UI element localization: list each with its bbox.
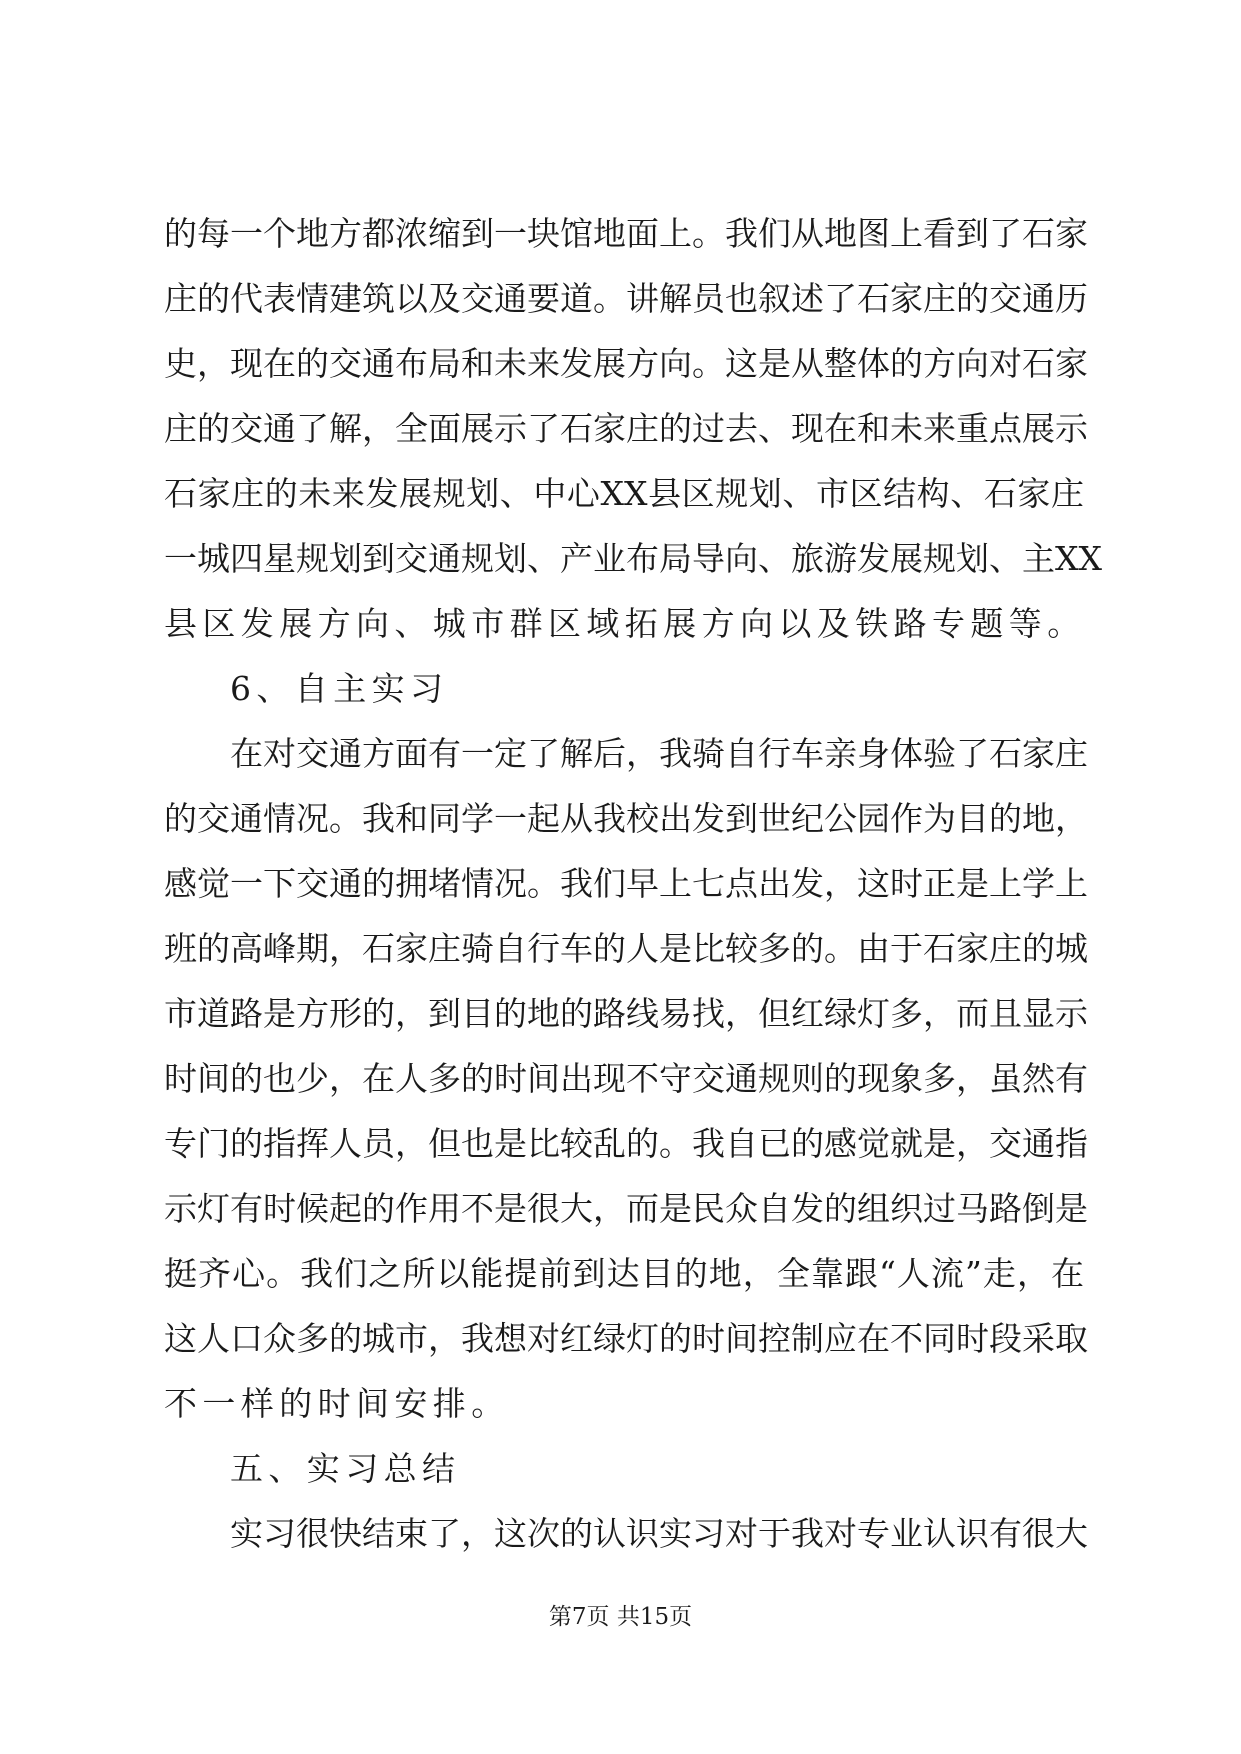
text-line: 庄的代表情建筑以及交通要道。讲解员也叙述了石家庄的交通历 [164, 279, 1088, 318]
text-line: 县区发展方向、城市群区域拓展方向以及铁路专题等。 [164, 604, 1086, 643]
text-line: 这人口众多的城市，我想对红绿灯的时间控制应在不同时段采取 [164, 1319, 1088, 1358]
text-line: 庄的交通了解，全面展示了石家庄的过去、现在和未来重点展示 [164, 409, 1088, 448]
text-line: 的交通情况。我和同学一起从我校出发到世纪公园作为目的地， [164, 799, 1088, 838]
text-line: 挺齐心。我们之所以能提前到达目的地，全靠跟“人流”走，在 [164, 1254, 1084, 1293]
text-line: 时间的也少，在人多的时间出现不守交通规则的现象多，虽然有 [164, 1059, 1088, 1098]
text-line: 不一样的时间安排。 [164, 1384, 510, 1423]
text-line: 一城四星规划到交通规划、产业布局导向、旅游发展规划、主XX [164, 539, 1102, 578]
paragraph-first-line: 在对交通方面有一定了解后，我骑自行车亲身体验了石家庄 [230, 734, 1088, 773]
text-line: 班的高峰期，石家庄骑自行车的人是比较多的。由于石家庄的城 [164, 929, 1088, 968]
page-number-footer: 第7页 共15页 [548, 1604, 693, 1630]
text-line: 专门的指挥人员，但也是比较乱的。我自已的感觉就是，交通指 [164, 1124, 1088, 1163]
section-heading: 6、自主实习 [230, 669, 449, 708]
text-line: 市道路是方形的，到目的地的路线易找，但红绿灯多，而且显示 [164, 994, 1088, 1033]
text-line: 感觉一下交通的拥堵情况。我们早上七点出发，这时正是上学上 [164, 864, 1088, 903]
text-line: 石家庄的未来发展规划、中心XX县区规划、市区结构、石家庄 [164, 474, 1084, 513]
paragraph-first-line: 实习很快结束了，这次的认识实习对于我对专业认识有很大 [230, 1514, 1088, 1553]
text-line: 示灯有时候起的作用不是很大，而是民众自发的组织过马路倒是 [164, 1189, 1088, 1228]
text-line: 史，现在的交通布局和未来发展方向。这是从整体的方向对石家 [164, 344, 1088, 383]
text-line: 的每一个地方都浓缩到一块馆地面上。我们从地图上看到了石家 [164, 214, 1088, 253]
section-heading: 五、实习总结 [230, 1449, 461, 1488]
